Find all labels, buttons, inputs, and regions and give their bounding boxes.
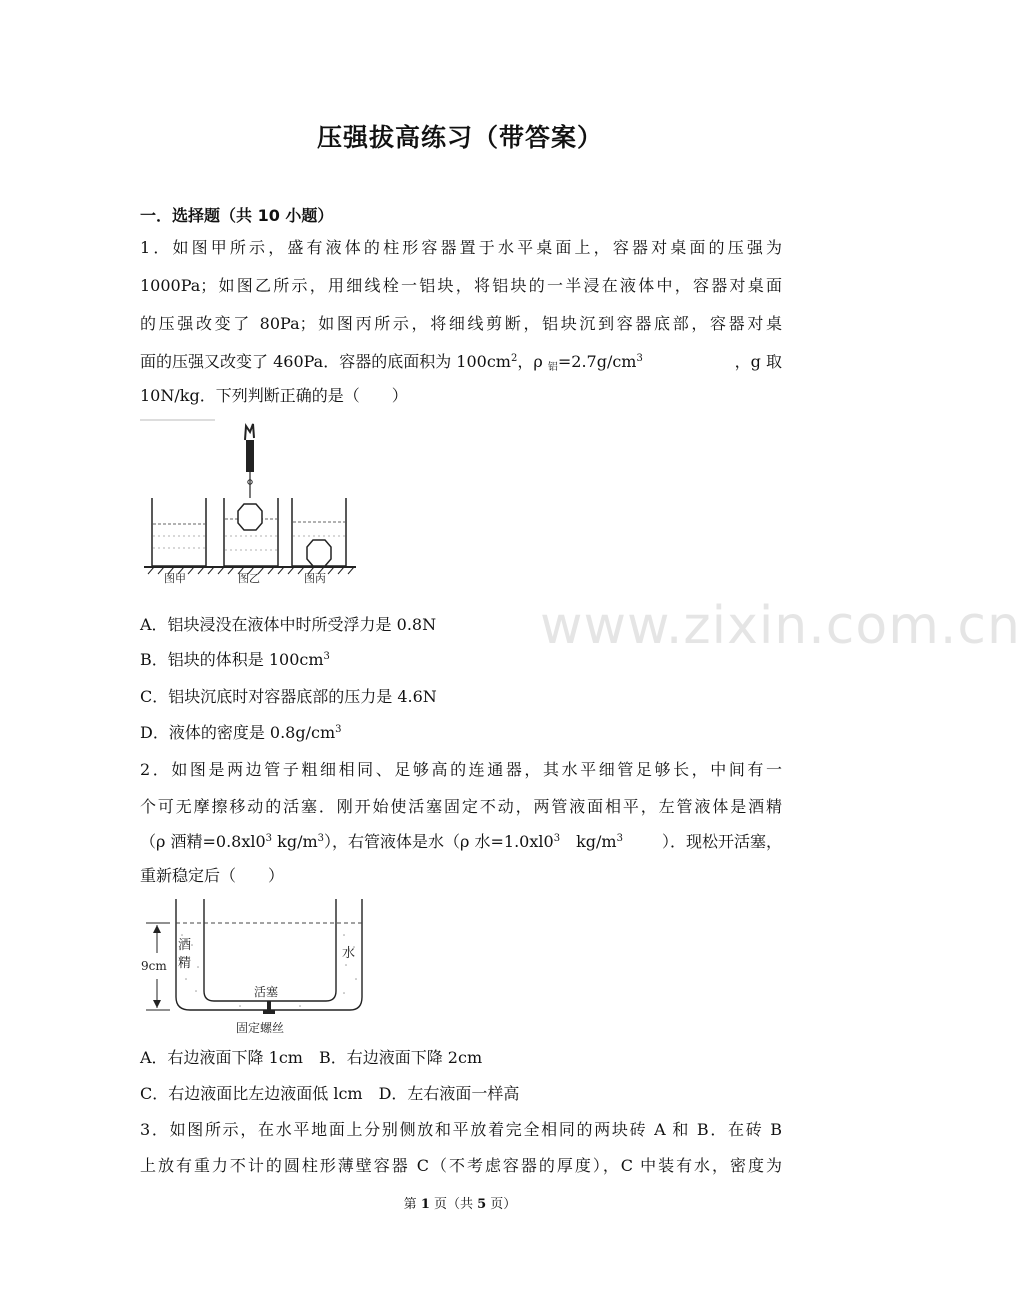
q1-option-c: C．铝块沉底时对容器底部的压力是 4.6N: [140, 687, 437, 706]
alcohol-label: 酒精: [178, 938, 192, 971]
q2-line-1: 2．如图是两边管子粗细相同、足够高的连通器，其水平细管足够长，中间有一: [140, 760, 782, 779]
q2-line-3: （ρ 酒精$=0.8xl0^3$ $kg/m^3$），右管液体是水（ρ 水$=1.0xl0^3$ $kg/m^3$ ）．现松开活塞，: [140, 832, 782, 851]
fig-label-jia: 图甲: [164, 572, 186, 585]
q2-line-2: 个可无摩擦移动的活塞．刚开始使活塞固定不动，两管液面相平，左管液体是酒精: [140, 797, 782, 816]
q1-line-2: 1000Pa；如图乙所示，用细线栓一铝块，将铝块的一半浸在液体中，容器对桌面: [140, 276, 782, 295]
piston-label: 活塞: [254, 985, 279, 999]
q1-line-4: 面的压强又改变了 460Pa．容器的底面积为 $100cm^2$，ρ $_铝=2.7g/cm^3$ ，g 取: [140, 352, 782, 373]
screw-label: 固定螺丝: [236, 1021, 285, 1035]
q1-option-b: B．铝块的体积是 $100cm^3$: [140, 650, 330, 669]
q2-options-ab: A．右边液面下降 1cm B．右边液面下降 2cm: [140, 1048, 483, 1067]
q3-line-2: 上放有重力不计的圆柱形薄壁容器 C（不考虑容器的厚度），C 中装有水，密度为: [140, 1156, 782, 1175]
page-footer: 第 1 页（共 5 页）: [403, 1197, 517, 1212]
section-heading: 一．选择题（共 10 小题）: [140, 206, 334, 225]
q3-line-1: 3．如图所示，在水平地面上分别侧放和平放着完全相同的两块砖 A 和 B．在砖 B: [140, 1120, 782, 1139]
q1-line-1: 1．如图甲所示，盛有液体的柱形容器置于水平桌面上，容器对桌面的压强为: [140, 238, 782, 257]
q1-option-d: D．液体的密度是 $0.8g/cm^3$: [140, 723, 342, 742]
watermark: www.zixin.com.cn: [540, 596, 1021, 656]
q1-option-a: A．铝块浸没在液体中时所受浮力是 0.8N: [140, 615, 437, 634]
q1-figure: [140, 418, 370, 583]
water-label: 水: [342, 946, 356, 961]
page-title: 压强拔高练习（带答案）: [316, 123, 603, 152]
q2-line-4: 重新稳定后（ ）: [140, 866, 285, 885]
fig-label-bing: 图丙: [304, 572, 326, 585]
q1-line-3: 的压强改变了 80Pa；如图丙所示，将细线剪断，铝块沉到容器底部，容器对桌: [140, 314, 782, 333]
q2-figure: [140, 895, 370, 1040]
fig-label-yi: 图乙: [238, 572, 260, 585]
q1-line-5: 10N/kg．下列判断正确的是（ ）: [140, 386, 408, 405]
height-label: 9cm: [141, 959, 167, 973]
q2-options-cd: C．右边液面比左边液面低 lcm D．左右液面一样高: [140, 1084, 520, 1103]
